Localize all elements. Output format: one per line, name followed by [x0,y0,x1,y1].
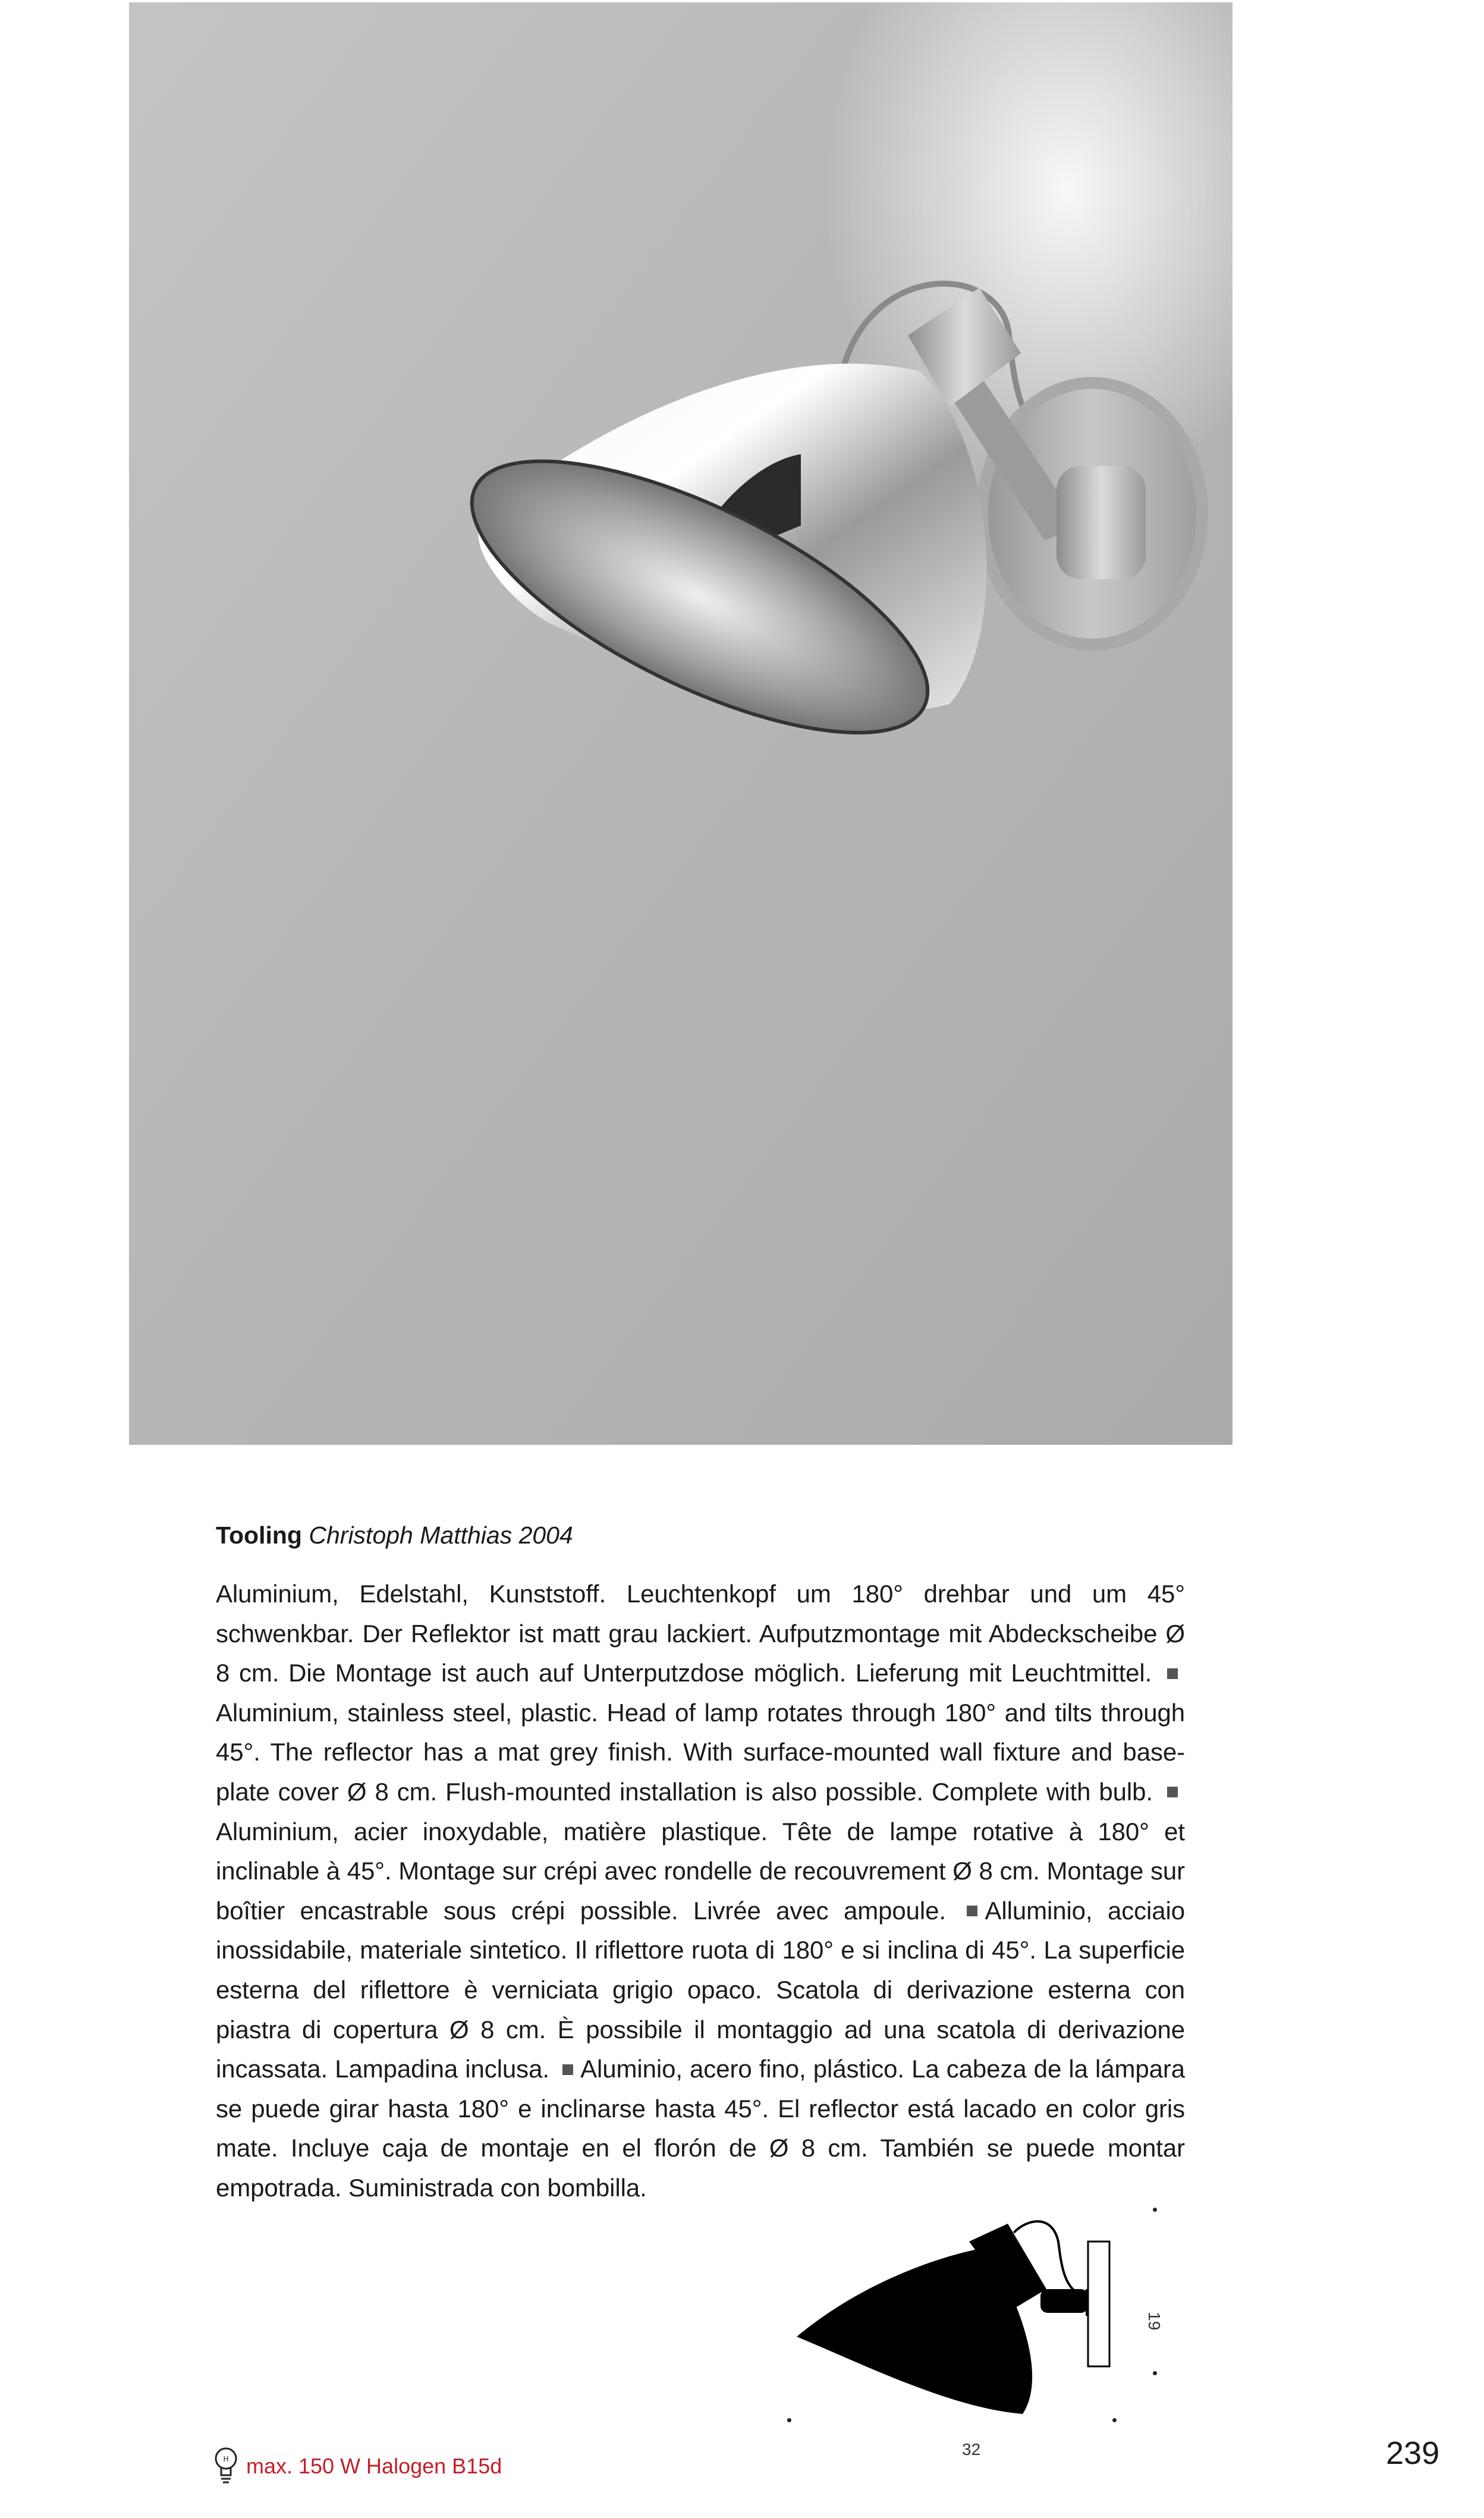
svg-text:H: H [223,2455,229,2463]
description-en: Aluminium, stainless steel, plastic. Head of lamp rotates through 180° and tilts through 45°. The reflector has a mat grey finish. With surface-mounted wall fixture and base-plate cover Ø 8 cm. Flush-mounted installation is also possible. Complete with bulb. [216,1698,1185,1806]
wall-lamp-illustration [129,2,1233,1445]
bulb-icon [214,2447,238,2486]
dimension-marker [1112,2418,1117,2422]
lamp-spec [214,2447,502,2486]
dimension-drawing [773,2218,1201,2467]
product-name: Tooling [216,1522,302,1549]
language-separator-icon [562,2064,573,2075]
description-es: Aluminio, acero fino, plástico. La cabeza de la lámpara se puede girar hasta 180° e inclinarse hasta 45°. El reflector está lacado en color gris mate. Incluye caja de montaje en el florón de Ø 8 cm. También se puede montar empotrada. Suministrada con bombilla. [216,2055,1186,2202]
product-heading [216,1517,573,1553]
dimension-marker [787,2418,791,2422]
height-dimension: 19 [1145,2312,1164,2331]
width-dimension: 32 [962,2440,981,2459]
description-it: Alluminio, acciaio inossidabile, materiale sintetico. Il riflettore ruota di 180° e si inclina di 45°. La superficie esterna del riflettore è verniciata grigio opaco. Scatola di derivazione esterna con piastra di copertura Ø 8 cm. È possibile il montaggio ad una scatola di derivazione incassata. Lampadina inclusa. [216,1896,1185,2083]
language-separator-icon [967,1906,977,1916]
description-de: Aluminium, Edelstahl, Kunststoff. Leuchtenkopf um 180° drehbar und um 45° schwenkbar. Der Reflektor ist matt grau lackiert. Aufputzmontage mit Abdeckscheibe Ø 8 cm. Die Montage ist auch auf Unterputzdose möglich. Lieferung mit Leuchtmittel. [216,1580,1185,1687]
product-photo [129,2,1233,1445]
product-description [216,1574,1185,2208]
dimension-marker [1153,2371,1157,2375]
description-fr: Aluminium, acier inoxydable, matière plastique. Tête de lampe rotative à 180° et inclinable à 45°. Montage sur crépi avec rondelle de recouvrement Ø 8 cm. Montage sur boîtier encastrable sous crépi possible. Livrée avec ampoule. [216,1817,1185,1925]
lamp-spec-text: max. 150 W Halogen B15d [246,2454,502,2478]
language-separator-icon [1167,1787,1178,1797]
language-separator-icon [1167,1668,1178,1679]
dimension-marker [1153,2208,1157,2212]
designer-year: Christoph Matthias 2004 [309,1522,573,1549]
page-number: 239 [1386,2435,1440,2471]
